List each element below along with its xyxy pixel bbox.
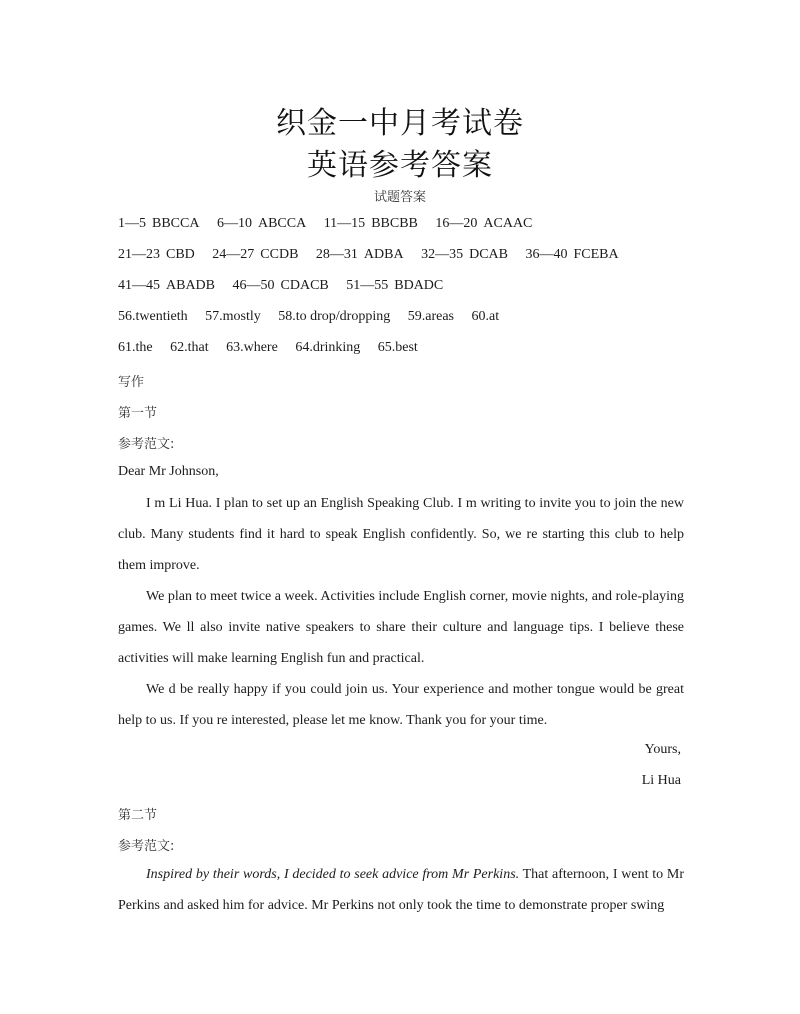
answer-range: 24—27 bbox=[212, 247, 255, 262]
answers-subtitle: 试题答案 bbox=[373, 190, 426, 205]
letter-paragraph-1: I m Li Hua. I plan to set up an English Speaking Club. I m writing to invite you to join the new club. Many students find it hard to speak English confidently. So, we re starting this club to help them improve. bbox=[118, 496, 684, 573]
answer-letters: ADBA bbox=[363, 247, 404, 262]
answer-range: 32—35 bbox=[421, 247, 464, 262]
answer-letters: ABCCA bbox=[257, 216, 307, 231]
answer-range: 16—20 bbox=[435, 216, 478, 231]
sample-essay-label-2: 参考范文: bbox=[118, 839, 175, 854]
answer-letters: FCEBA bbox=[573, 247, 619, 262]
story-given-sentence: Inspired by their words, I decided to seek advice from Mr Perkins. bbox=[146, 867, 520, 882]
answer-letters: ACAAC bbox=[483, 216, 533, 231]
answer-range: 21—23 bbox=[118, 247, 160, 262]
fill-answer: 59.areas bbox=[407, 309, 454, 324]
fill-answer-row-2 bbox=[118, 340, 432, 356]
section-two-heading: 第二节 bbox=[118, 808, 158, 823]
answer-letters: CDACB bbox=[280, 278, 329, 293]
fill-answer: 56.twentieth bbox=[118, 309, 188, 324]
fill-answer: 62.that bbox=[170, 340, 209, 355]
fill-answer: 63.where bbox=[226, 340, 278, 355]
answer-letters: BBCBB bbox=[371, 216, 418, 231]
answer-row-1 bbox=[118, 216, 546, 232]
letter-paragraph-3: We d be really happy if you could join us. Your experience and mother tongue would be great help to us. If you re interested, please let me know. Thank you for your time. bbox=[118, 682, 684, 728]
answer-letters: ABADB bbox=[166, 278, 216, 293]
answer-letters: CCDB bbox=[260, 247, 299, 262]
sample-essay-label: 参考范文: bbox=[118, 437, 175, 452]
answer-letters: DCAB bbox=[469, 247, 508, 262]
fill-answer: 57.mostly bbox=[205, 309, 261, 324]
section-one-heading: 第一节 bbox=[118, 406, 158, 421]
answer-range: 1—5 bbox=[118, 216, 146, 231]
answer-row-3 bbox=[118, 278, 457, 294]
fill-answer: 64.drinking bbox=[295, 340, 361, 355]
answer-range: 41—45 bbox=[118, 278, 160, 293]
writing-heading: 写作 bbox=[118, 375, 145, 390]
school-exam-title: 织金一中月考试卷 bbox=[276, 106, 524, 141]
answer-letters: BBCCA bbox=[152, 216, 200, 231]
letter-paragraph-2: We plan to meet twice a week. Activities include English corner, movie nights, and role-playing games. We ll also invite native speakers to share their culture and language tips. I believe these activities will make learning English fun and practical. bbox=[118, 589, 684, 666]
letter-signature: Li Hua bbox=[641, 773, 681, 788]
story-continuation: That afternoon, I went to Mr Perkins and asked him for advice. Mr Perkins not only took the time to demonstrate proper swing bbox=[118, 867, 684, 913]
answer-range: 51—55 bbox=[346, 278, 389, 293]
answer-key-title: 英语参考答案 bbox=[307, 148, 493, 183]
story-paragraph bbox=[118, 859, 684, 921]
answer-letters: BDADC bbox=[394, 278, 444, 293]
fill-answer: 58.to drop/dropping bbox=[278, 309, 391, 324]
answer-row-2 bbox=[118, 247, 633, 263]
fill-answer: 65.best bbox=[377, 340, 418, 355]
answer-range: 6—10 bbox=[216, 216, 252, 231]
fill-answer: 60.at bbox=[471, 309, 500, 324]
answer-range: 11—15 bbox=[323, 216, 366, 231]
fill-answer: 61.the bbox=[118, 340, 153, 355]
answer-range: 28—31 bbox=[315, 247, 358, 262]
answer-letters: CBD bbox=[166, 247, 195, 262]
letter-greeting: Dear Mr Johnson, bbox=[118, 464, 219, 479]
answer-range: 46—50 bbox=[232, 278, 275, 293]
answer-range: 36—40 bbox=[525, 247, 568, 262]
letter-closing: Yours, bbox=[644, 742, 681, 757]
fill-answer-row-1 bbox=[118, 309, 513, 325]
